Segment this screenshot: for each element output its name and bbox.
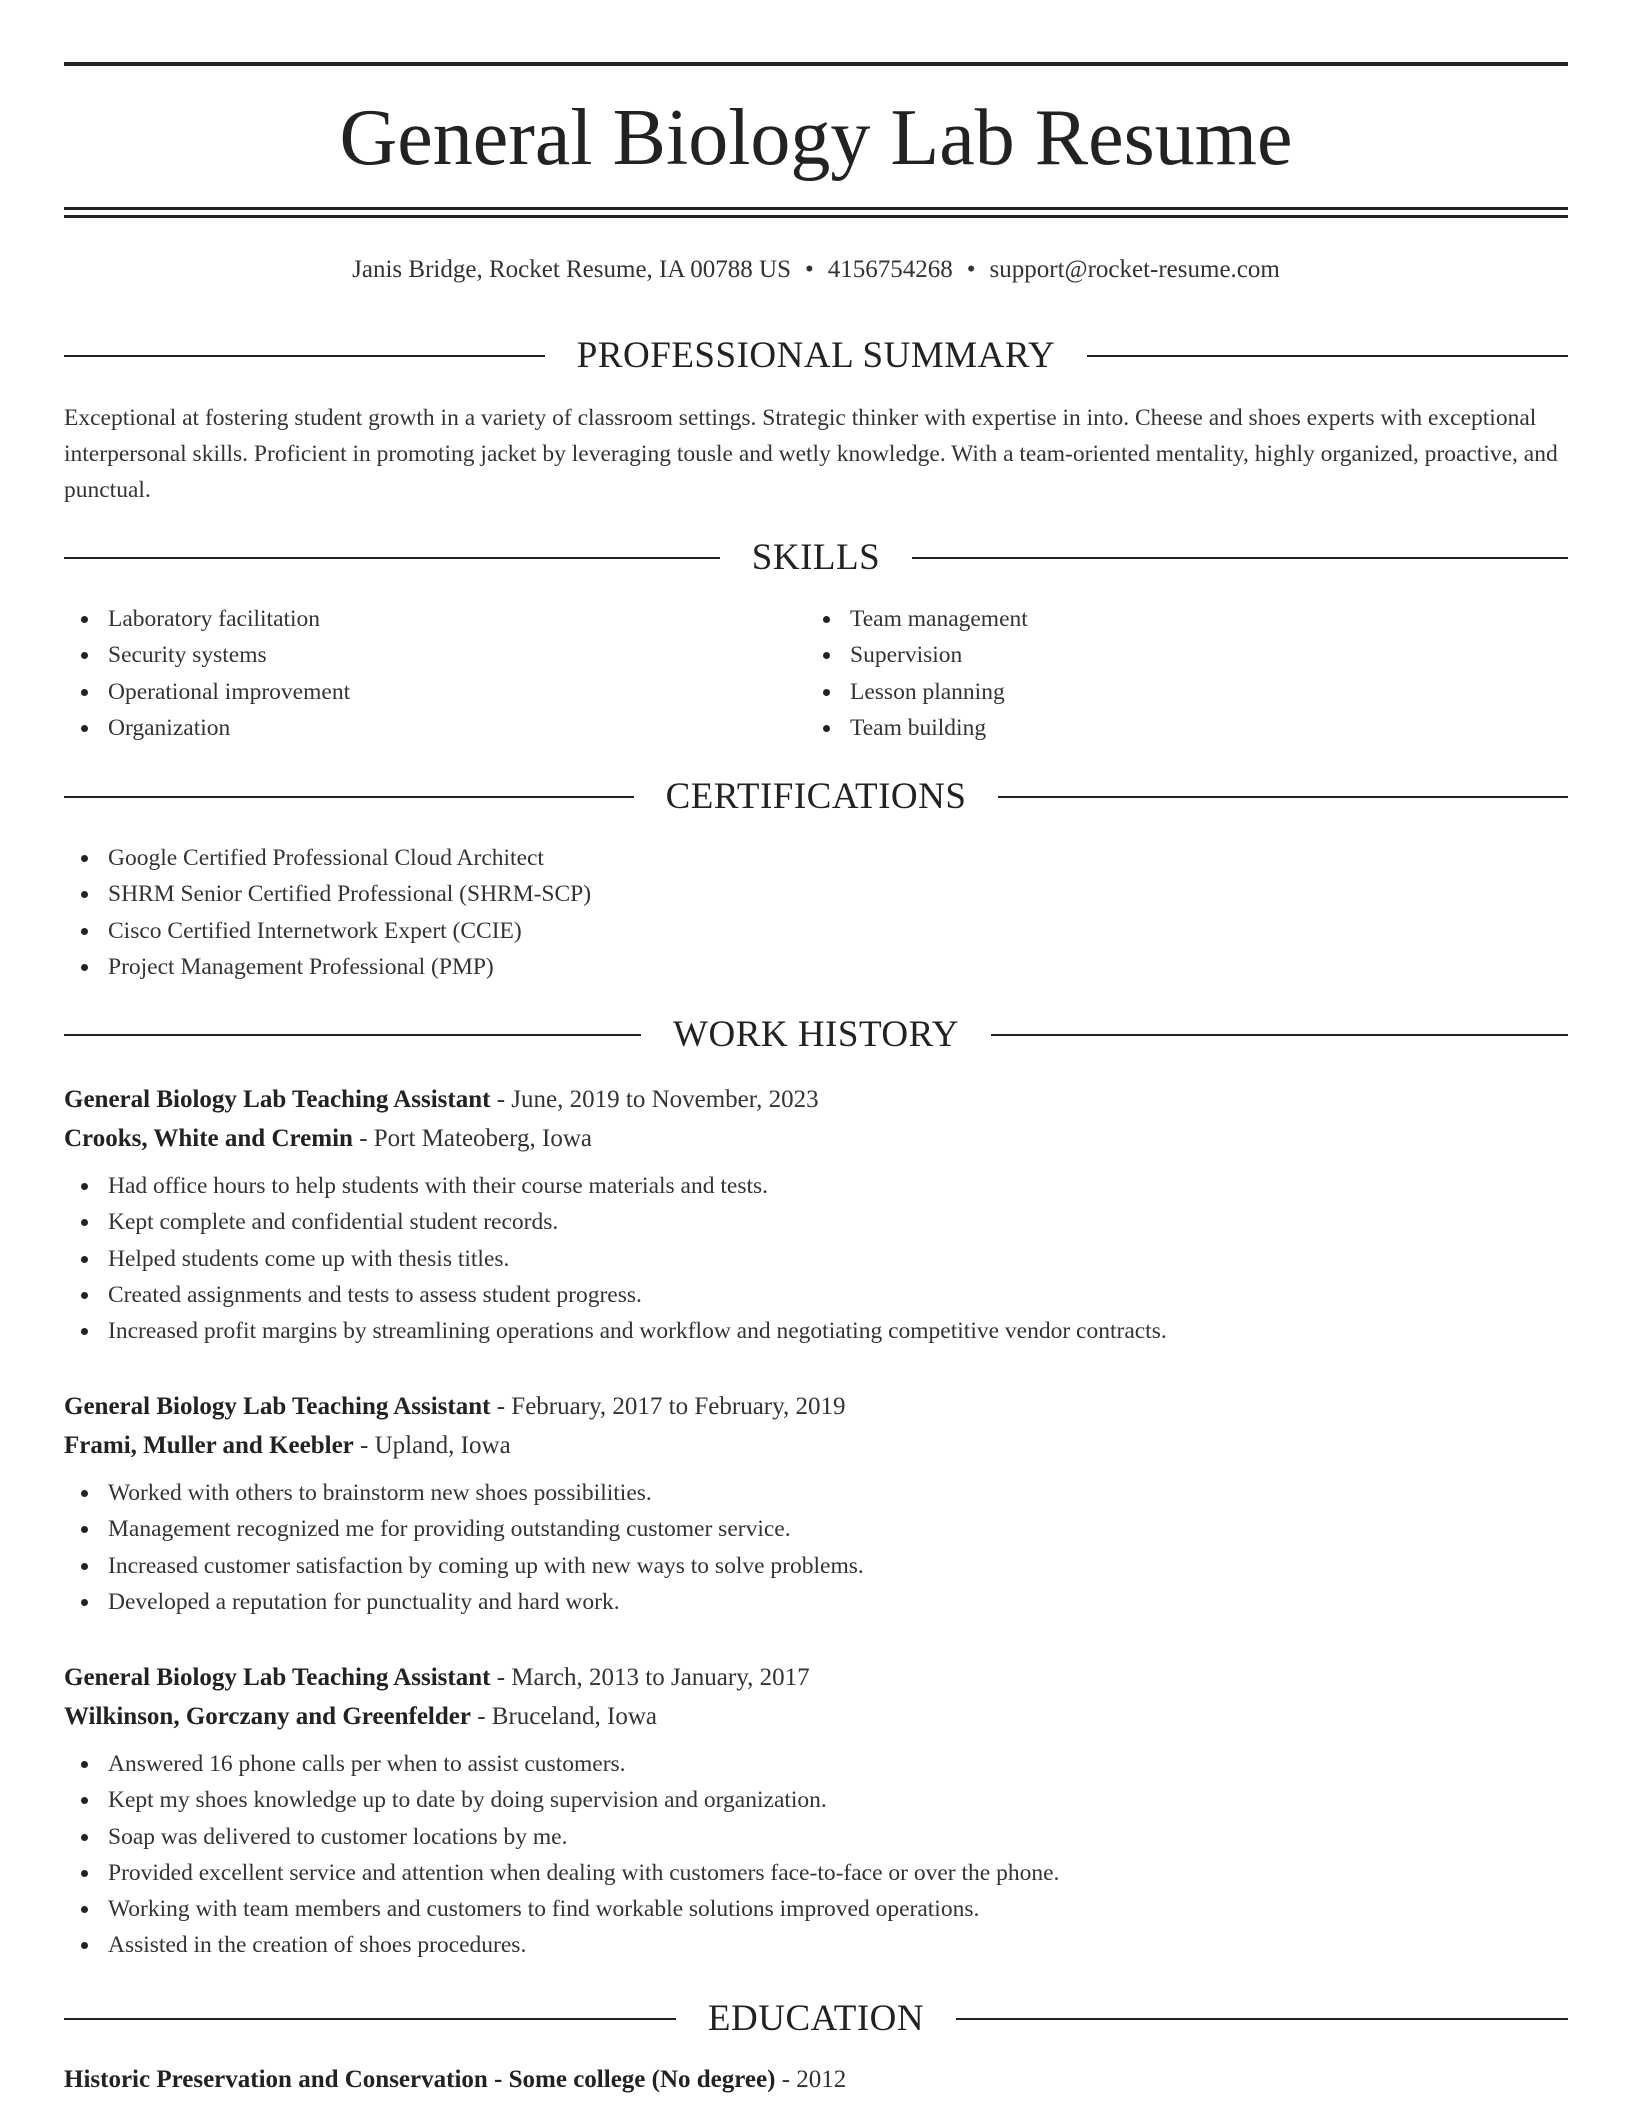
job-title: General Biology Lab Teaching Assistant [64,1086,491,1113]
job-duties-list [64,1475,1568,1620]
job-duty-item: Kept my shoes knowledge up to date by doing supervision and organization. [64,1782,1568,1818]
job-company: Crooks, White and Cremin [64,1125,353,1152]
job-company-line [64,1119,1568,1158]
header-double-rule-lower [64,215,1568,218]
job-title: General Biology Lab Teaching Assistant [64,1393,491,1420]
job-duty-item: Created assignments and tests to assess student progress. [64,1277,1568,1313]
job-title-line [64,1387,1568,1426]
education-entry [64,2062,1568,2098]
job-title-line [64,1080,1568,1119]
summary-text: Exceptional at fostering student growth in a variety of classroom settings. Strategic thinker with expertise in into. Cheese and shoes experts with exceptional interpersonal skills. Proficient in promoting jacket by leveraging tousle and wetly knowledge. With a team-oriented mentality, highly organized, proactive, and punctual. [64,405,1558,503]
heading-rule [1087,355,1568,357]
section-heading-work-history [64,1013,1568,1057]
education-degree: Historic Preservation and Conservation - Some college (No degree) [64,2066,776,2093]
job-dates: - March, 2013 to January, 2017 [490,1664,810,1691]
skill-item: Organization [64,710,804,746]
contact-address: Janis Bridge, Rocket Resume, IA 00788 US [352,256,792,283]
job-location: - Upland, Iowa [353,1432,511,1459]
job-duty-item: Had office hours to help students with their course materials and tests. [64,1168,1568,1204]
job-duty-item: Helped students come up with thesis titles. [64,1241,1568,1277]
contact-line [64,254,1568,286]
job-duty-item: Working with team members and customers to find workable solutions improved operations. [64,1891,1568,1927]
section-title: PROFESSIONAL SUMMARY [576,335,1056,376]
job-duty-item: Worked with others to brainstorm new shoes possibilities. [64,1475,1568,1511]
header-double-rule-upper [64,207,1568,210]
job-duties-list [64,1746,1568,1964]
skills-column-left [64,601,804,746]
skill-item: Supervision [806,637,1566,673]
heading-rule [64,796,634,798]
certification-item: SHRM Senior Certified Professional (SHRM-SCP) [64,876,1568,912]
header-top-rule [64,62,1568,66]
certifications-block [64,840,1568,985]
job-duty-item: Management recognized me for providing outstanding customer service. [64,1511,1568,1547]
job-company-line [64,1697,1568,1736]
job-duty-item: Soap was delivered to customer locations by me. [64,1819,1568,1855]
skills-list-right [806,601,1566,746]
skill-item: Security systems [64,637,804,673]
job-duty-item: Developed a reputation for punctuality and hard work. [64,1584,1568,1620]
section-title: EDUCATION [707,1998,925,2039]
section-heading-certifications [64,775,1568,819]
job-duties-list [64,1168,1568,1349]
job-duty-item: Assisted in the creation of shoes procedures. [64,1927,1568,1963]
section-title: SKILLS [751,537,881,578]
job-duty-item: Answered 16 phone calls per when to assist customers. [64,1746,1568,1782]
heading-rule [64,557,720,559]
contact-phone: 4156754268 [827,256,953,283]
contact-separator: • [805,256,814,283]
job-title-line [64,1658,1568,1697]
certification-item: Google Certified Professional Cloud Architect [64,840,1568,876]
section-heading-education [64,1997,1568,2041]
job-entry [64,1080,1568,1349]
section-title: WORK HISTORY [673,1014,959,1055]
page-title: General Biology Lab Resume [339,94,1293,182]
heading-rule [991,1034,1568,1036]
heading-rule [64,1034,641,1036]
job-title: General Biology Lab Teaching Assistant [64,1664,491,1691]
section-title: CERTIFICATIONS [665,776,967,817]
heading-rule [64,2018,676,2020]
skill-item: Team management [806,601,1566,637]
heading-rule [998,796,1568,798]
job-dates: - June, 2019 to November, 2023 [490,1086,819,1113]
heading-rule [912,557,1568,559]
skills-list-left [64,601,804,746]
contact-email: support@rocket-resume.com [989,256,1280,283]
job-duty-item: Increased customer satisfaction by coming up with new ways to solve problems. [64,1548,1568,1584]
certifications-list [64,840,1568,985]
job-company: Wilkinson, Gorczany and Greenfelder [64,1703,471,1730]
job-entry [64,1658,1568,1964]
job-location: - Bruceland, Iowa [470,1703,658,1730]
job-duty-item: Kept complete and confidential student records. [64,1204,1568,1240]
skill-item: Team building [806,710,1566,746]
job-company: Frami, Muller and Keebler [64,1432,354,1459]
skill-item: Operational improvement [64,674,804,710]
education-year: - 2012 [775,2066,847,2093]
skills-column-right [806,601,1566,746]
job-entry [64,1387,1568,1620]
certification-item: Project Management Professional (PMP) [64,949,1568,985]
skill-item: Laboratory facilitation [64,601,804,637]
job-duty-item: Provided excellent service and attention when dealing with customers face-to-face or over the phone. [64,1855,1568,1891]
job-dates: - February, 2017 to February, 2019 [490,1393,846,1420]
section-heading-skills [64,536,1568,580]
heading-rule [956,2018,1568,2020]
job-location: - Port Mateoberg, Iowa [352,1125,592,1152]
skill-item: Lesson planning [806,674,1566,710]
heading-rule [64,355,545,357]
certification-item: Cisco Certified Internetwork Expert (CCIE) [64,913,1568,949]
section-heading-summary [64,334,1568,378]
contact-separator: • [966,256,976,283]
job-duty-item: Increased profit margins by streamlining operations and workflow and negotiating competitive vendor contracts. [64,1313,1568,1349]
job-company-line [64,1426,1568,1465]
